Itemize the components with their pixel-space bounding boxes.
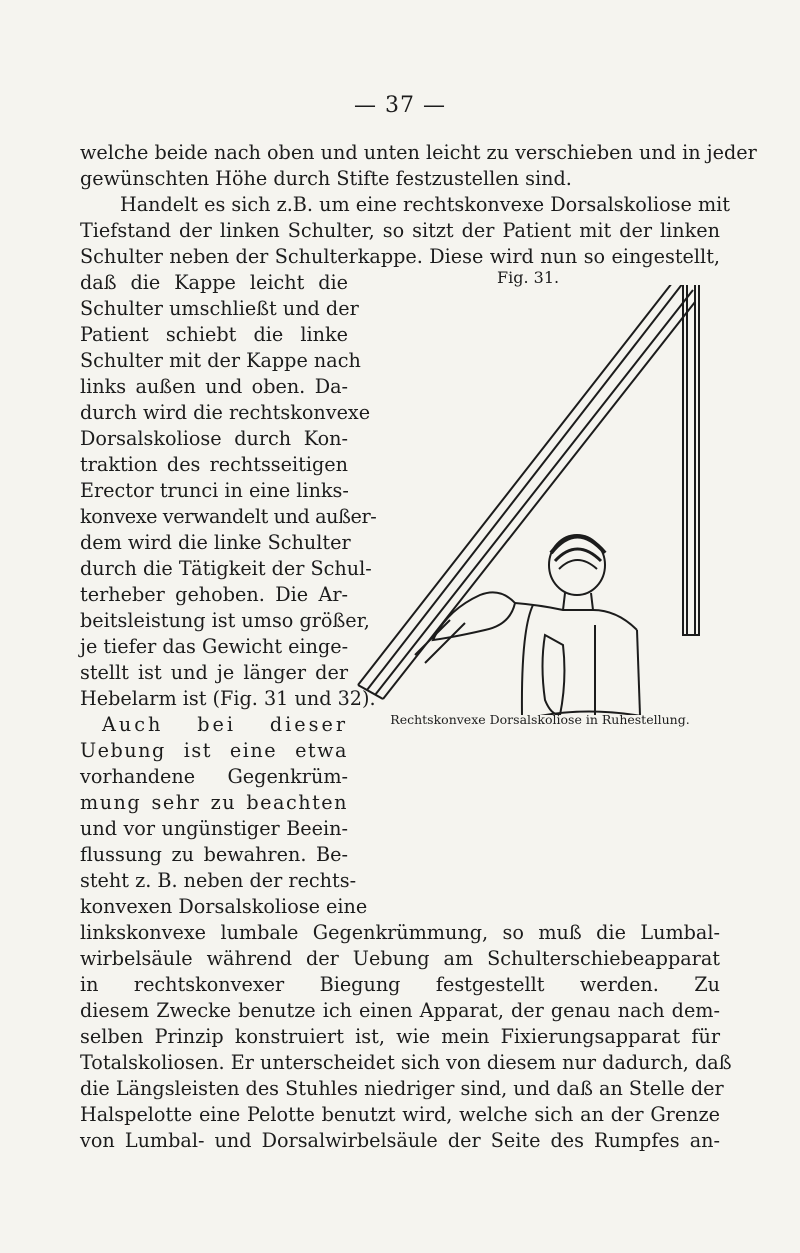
text-line: traktion des rechtsseitigen	[80, 453, 348, 476]
page-number: — 37 —	[354, 93, 446, 118]
text-line: Erector trunci in eine links-	[80, 479, 349, 502]
text-line: die Längsleisten des Stuhles niedriger sind, und daß an Stelle der	[80, 1077, 724, 1100]
apparatus-post	[683, 285, 699, 635]
text-line: Patient schiebt die linke	[80, 323, 348, 346]
text-line: mung sehr zu beachten	[80, 791, 348, 814]
text-line: Schulter neben der Schulterkappe. Diese wird nun so eingestellt,	[80, 245, 720, 268]
text-line: Tiefstand der linken Schulter, so sitzt der Patient mit der linken	[80, 219, 720, 242]
paragraph-1	[80, 140, 757, 192]
text-line: dem wird die linke Schulter	[80, 531, 351, 554]
text-line: vorhandene Gegenkrüm-	[80, 765, 348, 788]
text-line: Dorsalskoliose durch Kon-	[80, 427, 348, 450]
patient-head	[549, 535, 605, 595]
text-line: Uebung ist eine etwa	[80, 739, 348, 762]
text-line: linkskonvexe lumbale Gegenkrümmung, so muß die Lumbal-	[80, 921, 720, 944]
lever-arm	[358, 285, 697, 699]
text-line: stellt ist und je länger der	[80, 661, 348, 684]
paragraph-3-full	[80, 920, 732, 1154]
text-line: konvexen Dorsalskoliose eine	[80, 895, 368, 918]
shoulder-cap	[433, 592, 515, 640]
text-line: terheber gehoben. Die Ar-	[80, 583, 348, 606]
text-line: Totalskoliosen. Er unterscheidet sich von diesem nur dadurch, daß	[80, 1051, 732, 1074]
figure-illustration	[355, 285, 725, 715]
text-line: Hebelarm ist (Fig. 31 und 32).	[80, 687, 376, 710]
text-line: welche beide nach oben und unten leicht zu verschieben und in jeder	[80, 141, 757, 164]
paragraph-2-full	[80, 192, 730, 270]
text-line: konvexe verwandelt und außer-	[80, 505, 377, 528]
text-line: selben Prinzip konstruiert ist, wie mein Fixierungsapparat für	[80, 1025, 720, 1048]
text-line: in rechtskonvexer Biegung festgestellt werden. Zu	[80, 973, 720, 996]
apparatus-post-inner	[687, 285, 695, 635]
text-line: gewünschten Höhe durch Stifte festzustellen sind.	[80, 167, 572, 190]
text-line: wirbelsäule während der Uebung am Schulterschiebeapparat	[80, 947, 720, 970]
text-line: je tiefer das Gewicht einge-	[80, 635, 349, 658]
paragraph-3-column	[80, 712, 368, 920]
figure-label: Fig. 31.	[497, 268, 560, 287]
text-line: beitsleistung ist umso größer,	[80, 609, 370, 632]
text-line: Handelt es sich z.B. um eine rechtskonvexe Dorsalskoliose mit	[120, 193, 730, 216]
text-line: steht z. B. neben der rechts-	[80, 869, 357, 892]
text-line: Schulter mit der Kappe nach	[80, 349, 361, 372]
text-line: daß die Kappe leicht die	[80, 271, 348, 294]
text-line: diesem Zwecke benutze ich einen Apparat, der genau nach dem-	[80, 999, 720, 1022]
text-line: Auch bei dieser	[102, 713, 348, 736]
text-line: durch die Tätigkeit der Schul-	[80, 557, 372, 580]
text-line: Halspelotte eine Pelotte benutzt wird, welche sich an der Grenze	[80, 1103, 720, 1126]
text-line: flussung zu bewahren. Be-	[80, 843, 348, 866]
paragraph-2-column	[80, 270, 377, 712]
text-line: von Lumbal- und Dorsalwirbelsäule der Seite des Rumpfes an-	[80, 1129, 720, 1152]
text-line: Schulter umschließt und der	[80, 297, 359, 320]
patient-torso	[515, 603, 640, 715]
text-line: durch wird die rechtskonvexe	[80, 401, 371, 424]
figure-caption: Rechtskonvexe Dorsalskoliose in Ruhestellung.	[390, 712, 690, 727]
text-line: und vor ungünstiger Beein-	[80, 817, 348, 840]
text-line: links außen und oben. Da-	[80, 375, 348, 398]
